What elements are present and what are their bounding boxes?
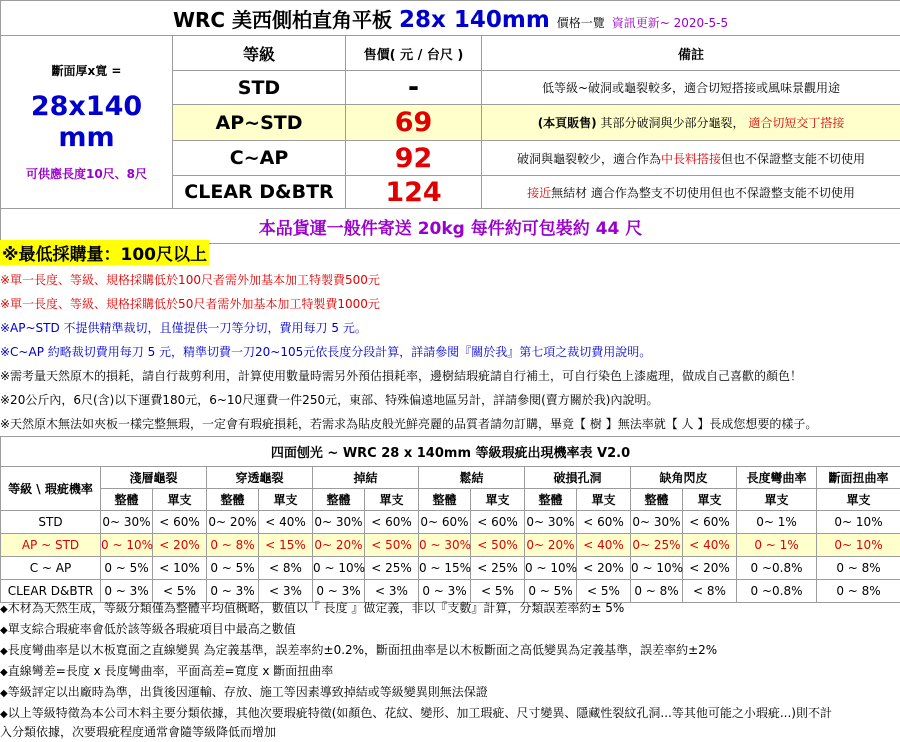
defect-cell: 0~ 20%	[525, 534, 577, 557]
notice-line: ※需考量天然原木的損耗，請自行裁剪利用，計算使用數量時需另外預估損耗率，邊樹結瑕疵請自行補土，可自行染色上漆處理，做成自己喜歡的顏色！	[0, 369, 803, 383]
footnote	[0, 723, 276, 740]
sub-header-single: 單支	[153, 489, 207, 511]
defect-cell: 0 ~ 5%	[101, 557, 153, 580]
group-header: 斷面扭曲率	[817, 467, 900, 489]
defect-row-grade: C ~ AP	[1, 557, 101, 580]
price-std: -	[346, 71, 482, 105]
defect-table-title: 四面刨光 ~ WRC 28 x 140mm 等級瑕疵出現機率表 V2.0	[1, 437, 900, 467]
defect-cell: < 20%	[683, 557, 737, 580]
defect-cell: 0 ~ 10%	[313, 557, 365, 580]
footnote	[0, 599, 624, 616]
group-header: 鬆結	[419, 467, 525, 489]
footnote-text: 入分類依據，次要瑕疵程度通常會隨等級降低而增加	[0, 725, 277, 739]
bullet-icon: ◆	[0, 667, 8, 678]
defect-cell: < 3%	[365, 580, 419, 603]
defect-row-grade: CLEAR D&BTR	[1, 580, 101, 603]
defect-cell: 0 ~ 15%	[419, 557, 471, 580]
sub-header-single: 單支	[365, 489, 419, 511]
defect-cell: 0~ 30%	[101, 511, 153, 534]
note-ap-std-use: 適合切短交丁搭接	[748, 116, 845, 130]
defect-cell: 0 ~0.8%	[737, 580, 817, 603]
col-grade-header: 等級	[173, 36, 346, 71]
group-header: 掉結	[313, 467, 419, 489]
defect-row-grade: STD	[1, 511, 101, 534]
notice-line: ※20公斤內，6尺(含)以下運費180元，6~10尺運費一件250元，東部、特殊偏遠地區另計，詳請參閱(賣方關於我)內說明。	[0, 393, 659, 407]
defect-cell: < 60%	[683, 511, 737, 534]
grade-c-ap: C~AP	[173, 141, 346, 176]
defect-cell: < 50%	[471, 534, 525, 557]
notice-line: ※AP~STD 不提供精準裁切，且僅提供一刀等分切，費用每刀 5 元。	[0, 321, 367, 335]
group-header: 穿透龜裂	[207, 467, 313, 489]
sub-header-single: 單支	[259, 489, 313, 511]
defect-cell: < 25%	[365, 557, 419, 580]
defect-cell: 0 ~ 3%	[207, 580, 259, 603]
title-prefix: WRC 美西側柏直角平板	[172, 7, 393, 32]
defect-cell: 0~ 10%	[817, 511, 900, 534]
col-note-header: 備註	[482, 36, 900, 71]
defect-row	[1, 511, 900, 534]
sub-header-whole: 整體	[419, 489, 471, 511]
defect-cell: < 3%	[259, 580, 313, 603]
defect-cell: < 20%	[153, 534, 207, 557]
footnote-text: 等級評定以出廠時為準，出貨後因運輸、存放、施工等因素導致掉結或等級變異則無法保證	[7, 685, 488, 699]
defect-cell: 0 ~ 3%	[419, 580, 471, 603]
defect-cell: 0 ~ 8%	[631, 580, 683, 603]
note-clear-a: 接近	[527, 185, 552, 200]
defect-cell: 0 ~ 8%	[817, 580, 900, 603]
defect-cell: < 60%	[577, 511, 631, 534]
defect-cell: < 60%	[153, 511, 207, 534]
defect-cell: < 5%	[471, 580, 525, 603]
defect-cell: 0 ~ 5%	[525, 580, 577, 603]
defect-cell: 0 ~ 10%	[101, 534, 153, 557]
footnote	[0, 641, 717, 658]
defect-cell: < 8%	[683, 580, 737, 603]
sub-header-single: 單支	[577, 489, 631, 511]
sub-header-whole: 整體	[525, 489, 577, 511]
grade-std: STD	[173, 71, 346, 105]
defect-cell: < 5%	[153, 580, 207, 603]
sub-header-single: 單支	[817, 489, 900, 511]
note-c-ap-c: 但也不保證整支能不切使用	[721, 151, 866, 166]
defect-cell: < 50%	[365, 534, 419, 557]
defect-cell: < 60%	[365, 511, 419, 534]
note-ap-std	[482, 105, 900, 141]
defect-cell: < 40%	[683, 534, 737, 557]
footnote-text: 以上等級特徵為本公司木料主要分類依據，其他次要瑕疵特徵(如顏色、花紋、變形、加工瑕疵、尺寸變異、隱藏性裂紋孔洞...等其他可能之小瑕疵...)則不計	[7, 706, 832, 720]
size-value: 28x140 mm	[30, 91, 143, 153]
defect-cell: 0 ~ 8%	[817, 557, 900, 580]
defect-row-grade: AP ~ STD	[1, 534, 101, 557]
notice-line: ※單一長度、等級、規格採購低於100尺者需外加基本加工特製費500元	[0, 273, 380, 287]
size-cell	[1, 36, 173, 209]
footnote	[0, 683, 488, 700]
group-header: 缺角閃皮	[631, 467, 737, 489]
defect-cell: 0~ 60%	[419, 511, 471, 534]
defect-cell: 0~ 20%	[207, 511, 259, 534]
notice-line: ※C~AP 約略裁切費用每刀 5 元，精準切費一刀20~105元依長度分段計算，詳請參閱『關於我』第七項之裁切費用說明。	[0, 345, 652, 359]
defect-cell: < 10%	[153, 557, 207, 580]
notice-line: ※單一長度、等級、規格採購低於50尺者需外加基本加工特製費1000元	[0, 297, 380, 311]
bullet-icon: ◆	[0, 709, 8, 720]
bullet-icon: ◆	[0, 688, 8, 699]
bullet-icon: ◆	[0, 625, 8, 636]
note-c-ap-a: 破洞與龜裂較少，適合作為	[517, 151, 662, 166]
price-clear: 124	[346, 176, 482, 209]
title-suffix: 價格一覽	[556, 15, 605, 30]
defect-cell: < 8%	[259, 557, 313, 580]
sub-header-whole: 整體	[101, 489, 153, 511]
price-table	[0, 0, 900, 244]
defect-cell: 0 ~ 3%	[313, 580, 365, 603]
defect-cell: 0 ~ 30%	[419, 534, 471, 557]
defect-row	[1, 534, 900, 557]
defect-corner-header: 等級 \ 瑕疵機率	[1, 467, 101, 511]
defect-row	[1, 557, 900, 580]
footnote-text: 長度彎曲率是以木板寬面之直線變異 為定義基準，誤差率約±0.2%，斷面扭曲率是以木板斷面之高低變異為定義基準，誤差率約±2%	[7, 643, 718, 657]
title-size: 28x 140mm	[399, 6, 550, 33]
defect-cell: < 25%	[471, 557, 525, 580]
defect-cell: 0 ~ 1%	[737, 534, 817, 557]
defect-cell: < 60%	[471, 511, 525, 534]
defect-cell: < 40%	[577, 534, 631, 557]
sub-header-single: 單支	[683, 489, 737, 511]
bullet-icon: ◆	[0, 604, 8, 615]
min-order-notice: ※最低採購量：100尺以上	[0, 240, 209, 265]
footnote-text: 直線彎差=長度 x 長度彎曲率，平面高差=寬度 x 斷面扭曲率	[7, 664, 334, 678]
shipping-note: 本品貨運一般件寄送 20kg 每件約可包裝約 44 尺	[1, 209, 900, 244]
note-ap-std-tag: (本頁販售)	[537, 116, 597, 130]
size-label: 斷面厚x寬 =	[51, 64, 122, 78]
page-title	[1, 1, 900, 36]
note-clear-b: 無結材 適合作為整支不切使用但也不保證整支能不切使用	[551, 185, 855, 200]
sub-header-whole: 整體	[207, 489, 259, 511]
defect-cell: < 5%	[577, 580, 631, 603]
col-price-header: 售價( 元 / 台尺 )	[346, 36, 482, 71]
defect-cell: 0~ 10%	[817, 534, 900, 557]
defect-rows	[1, 511, 900, 603]
notice-line: ※天然原木無法如夾板一樣完整無瑕，一定會有瑕疵損耗，若需求為貼皮般光鮮亮麗的品質者請勿訂購，畢竟【 樹 】無法率就【 人 】長成您想要的樣子。	[0, 417, 818, 431]
footnote-text: 木材為天然生成，等級分類僅為整體平均值概略，數值以『 長度 』做定義，非以『支數』計算，分類誤差率約± 5%	[7, 601, 625, 615]
defect-cell: 0 ~ 10%	[631, 557, 683, 580]
sub-header-single: 單支	[737, 489, 817, 511]
defect-cell: 0~ 30%	[631, 511, 683, 534]
footnote-text: 單支綜合瑕疵率會低於該等級各瑕疵項目中最高之數值	[7, 622, 296, 636]
update-date: 資訊更新~ 2020-5-5	[611, 15, 729, 30]
price-c-ap: 92	[346, 141, 482, 176]
defect-cell: < 40%	[259, 511, 313, 534]
note-c-ap	[482, 141, 900, 176]
defect-cell: 0~ 1%	[737, 511, 817, 534]
defect-cell: 0 ~ 5%	[207, 557, 259, 580]
footnote	[0, 662, 333, 679]
defect-cell: 0 ~ 10%	[525, 557, 577, 580]
grade-ap-std: AP~STD	[173, 105, 346, 141]
note-clear	[482, 176, 900, 209]
bullet-icon: ◆	[0, 646, 8, 657]
price-ap-std: 69	[346, 105, 482, 141]
footnote	[0, 704, 832, 721]
sub-header-single: 單支	[471, 489, 525, 511]
length-options: 可供應長度10尺、8尺	[25, 167, 148, 181]
note-std: 低等級~破洞或龜裂較多，適合切短搭接或風味景觀用途	[482, 71, 900, 105]
group-header: 破損孔洞	[525, 467, 631, 489]
note-ap-std-desc: 其部分破洞與少部分龜裂，	[600, 116, 745, 130]
defect-cell: < 20%	[577, 557, 631, 580]
defect-cell: 0 ~ 8%	[207, 534, 259, 557]
sub-header-whole: 整體	[631, 489, 683, 511]
sub-header-whole: 整體	[313, 489, 365, 511]
group-header: 長度彎曲率	[737, 467, 817, 489]
defect-table	[0, 436, 900, 603]
footnote	[0, 620, 296, 637]
defect-cell: 0~ 30%	[525, 511, 577, 534]
group-header: 淺層龜裂	[101, 467, 207, 489]
defect-cell: 0~ 20%	[313, 534, 365, 557]
defect-cell: 0 ~0.8%	[737, 557, 817, 580]
note-c-ap-b: 中長料搭接	[661, 151, 722, 166]
defect-cell: 0 ~ 3%	[101, 580, 153, 603]
defect-cell: 0~ 30%	[313, 511, 365, 534]
defect-cell: < 15%	[259, 534, 313, 557]
grade-clear: CLEAR D&BTR	[173, 176, 346, 209]
defect-cell: 0~ 25%	[631, 534, 683, 557]
